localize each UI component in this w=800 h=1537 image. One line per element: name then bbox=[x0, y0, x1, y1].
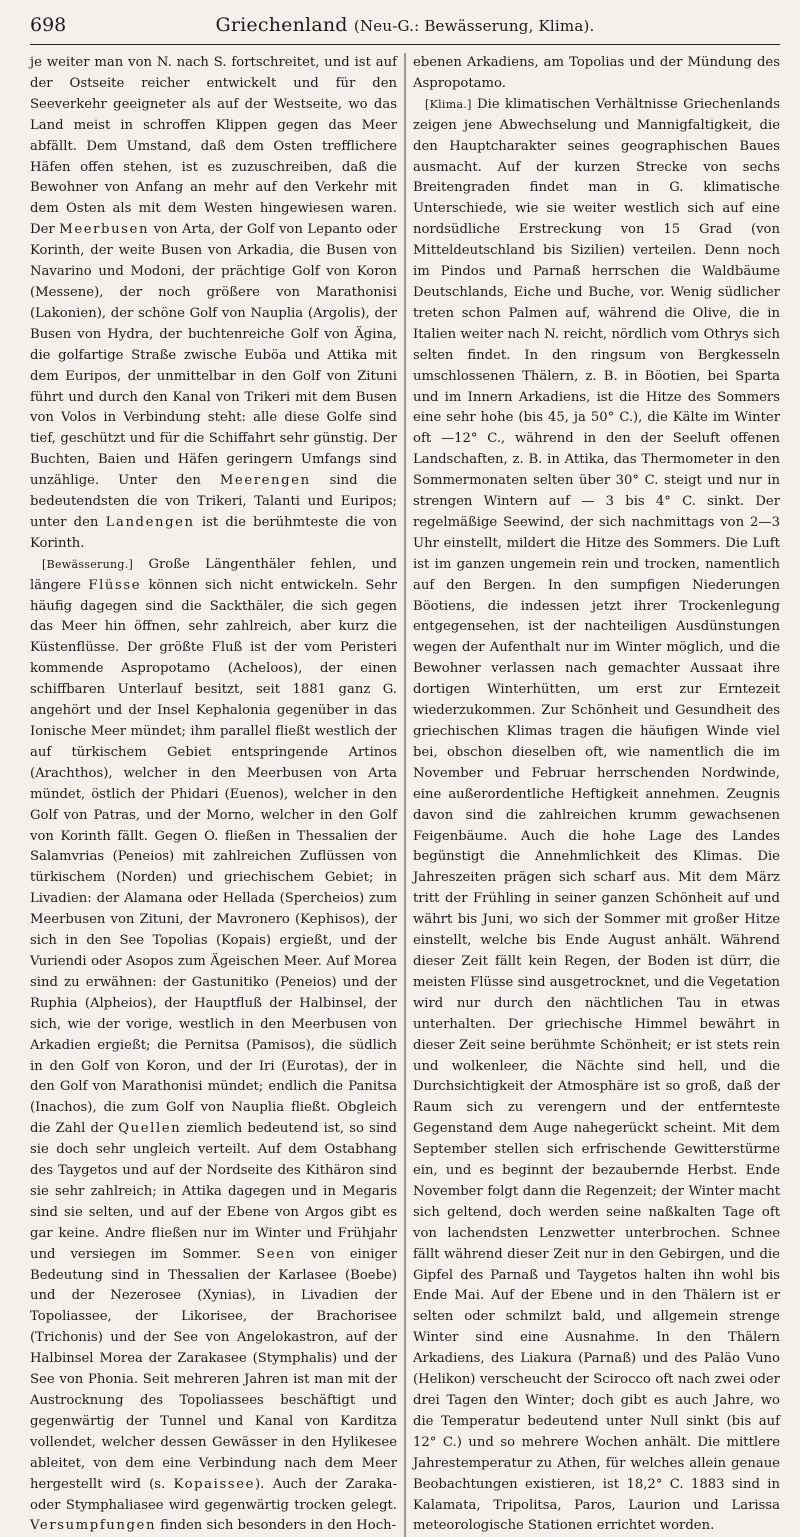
left-column bbox=[30, 53, 397, 1537]
paragraph-continuation: ebenen Arkadiens, am Topolias und der Mündung des Aspropotamo. bbox=[413, 55, 780, 91]
right-column bbox=[413, 53, 780, 1537]
paragraph-coast: je weiter man von N. nach S. fortschreitet, und ist auf der Ostseite reicher entwickelt und für den Seeverkehr geeigneter als auf der Westseite, wo das Land meist in schroffen Klippen gegen das Meer abfällt. Dem Umstand, daß dem Osten trefflichere Häfen offen stehen, ist es zuzuschreiben, daß die Bewohner von Anfang an mehr auf den Verkehr mit dem Osten als mit dem Westen hingewiesen waren. Der Meerbusen von Arta, der Golf von Lepanto oder Korinth, der weite Busen von Arkadia, die Busen von Navarino und Modoni, der prächtige Golf von Koron (Messene), der noch größere von Marathonisi (Lakonien), der schöne Golf von Nauplia (Argolis), der Busen von Hydra, der buchtenreiche Golf von Ägina, die golfartige Straße zwische Euböa und Attika mit dem Euripos, der unmittelbar in den Golf von Zituni führt und durch den Kanal von Trikeri mit dem Busen von Volos in Verbindung steht: alle diese Golfe sind tief, geschützt und für die Schiffahrt sehr günstig. Der Buchten, Baien und Häfen geringern Umfangs sind unzählige. Unter den Meerengen sind die bedeutendsten die von Trikeri, Talanti und Euripos; unter den Landengen ist die berühmteste die von Korinth. bbox=[30, 55, 397, 551]
term-landengen: Landengen bbox=[105, 514, 195, 530]
header-title-main: Griechenland bbox=[215, 14, 348, 36]
term-quellen: Quellen bbox=[118, 1121, 182, 1137]
header-subtitle: (Neu-G.: Bewässerung, Klima). bbox=[353, 17, 595, 35]
page-number: 698 bbox=[30, 14, 67, 36]
term-seen: Seen bbox=[256, 1246, 296, 1262]
header-title bbox=[100, 14, 780, 36]
term-fluesse: Flüsse bbox=[88, 577, 142, 593]
term-meerengen: Meerengen bbox=[219, 473, 311, 489]
term-versumpfungen: Versumpfungen bbox=[30, 1518, 157, 1534]
text-columns bbox=[30, 53, 780, 1537]
paragraph-klima: [Klima.] Die klimatischen Verhältnisse Griechenlands zeigen jene Abwechselung und Mannigfaltigkeit, die den Hauptcharakter seines geographischen Baues ausmacht. Auf der kurzen Strecke von sechs Breitengraden findet man in G. klimatische Unterschiede, wie sie weiter westlich sich auf eine nordsüdliche Erstreckung von 15 Grad (von Mitteldeutschland bis Sizilien) verteilen. Denn noch im Pindos und Parnaß herrschen die Waldbäume Deutschlands, Eiche und Buche, vor. Wenig südlicher treten schon Palmen auf, während die Olive, die in Italien weiter nach N. reicht, nördlich vom Othrys sich selten findet. In den ringsum von Bergkesseln umschlossenen Thälern, z. B. in Böotien, bei Sparta und im Innern Arkadiens, ist die Hitze des Sommers eine sehr hohe (bis 45, ja 50° C.), die Kälte im Winter oft —12° C., während in den der Seeluft offenen Landschaften, z. B. in Attika, das Thermometer in den Sommermonaten selten über 30° C. steigt und nur in strengen Wintern auf — 3 bis 4° C. sinkt. Der regelmäßige Seewind, der sich nachmittags von 2—3 Uhr einstellt, mildert die Hitze des Sommers. Die Luft ist im ganzen ungemein rein und trocken, namentlich auf den Bergen. In den sumpfigen Niederungen Böotiens, die indessen jetzt ihrer Trockenlegung entgegensehen, ist der nachteiligen Ausdünstungen wegen der Aufenthalt nur im Winter möglich, und die Bewohner verlassen nach gemachter Aussaat ihre dortigen Winterhütten, um erst zur Erntezeit wiederzukommen. Zur Schönheit und Gesundheit des griechischen Klimas tragen die häufigen Winde viel bei, obschon dieselben oft, wie namentlich die im November und Februar herrschenden Nordwinde, eine außerordentliche Heftigkeit annehmen. Zeugnis davon sind die zahlreichen krumm gewachsenen Feigenbäume. Auch die hohe Lage des Landes begünstigt die Annehmlichkeit des Klimas. Die Jahreszeiten prägen sich scharf aus. Mit dem März tritt der Frühling in seiner ganzen Schönheit auf und währt bis Juni, wo sich der Sommer mit großer Hitze einstellt, welche bis Ende August anhält. Während dieser Zeit fällt kein Regen, der Boden ist dürr, die meisten Flüsse sind ausgetrocknet, und die Vegetation wird nur durch den nächtlichen Tau in etwas unterhalten. Der griechische Himmel bewährt in dieser Zeit seine berühmte Schönheit; er ist stets rein und wolkenleer, die Nächte sind hell, und die Durchsichtigkeit der Atmosphäre ist so groß, daß der Raum sich zu verengern und der entfernteste Gegenstand dem Auge nahegerückt scheint. Mit dem September stellen sich erfrischende Gewitterstürme ein, und es beginnt der bezaubernde Herbst. Ende November folgt dann die Regenzeit; der Winter macht sich geltend, doch werden seine naßkalten Tage oft von lachendsten Lenzwetter unterbrochen. Schnee fällt während dieser Zeit nur in den Gebirgen, und die Gipfel des Parnaß und Taygetos halten ihn wohl bis Ende Mai. Auf der Ebene und in den Thälern ist er selten oder schmilzt bald, und allgemein strenge Winter sind eine Ausnahme. In den Thälern Arkadiens, des Liakura (Parnaß) und des Paläo Vuno (Helikon) verscheucht der Scirocco oft nach zwei oder drei Tagen den Winter; doch gibt es auch Jahre, wo die Temperatur bedeutend unter Null sinkt (bis auf 12° C.) und so mehrere Wochen anhält. Die mittlere Jahrestemperatur zu Athen, für welches allein genaue Beobachtungen existieren, ist 18,2° C. 1883 sind in Kalamata, Tripolitsa, Paros, Laurion und Larissa meteorologische Stationen errichtet worden. bbox=[413, 96, 780, 1534]
link-kopaissee: Kopaissee bbox=[173, 1476, 256, 1492]
section-label-klima: [Klima.] bbox=[425, 97, 472, 111]
running-head bbox=[30, 14, 780, 45]
paragraph-bewaesserung: [Bewässerung.] Große Längenthäler fehlen, und längere Flüsse können sich nicht entwickeln. Sehr häufig dagegen sind die Sackthäler, die sich gegen das Meer hin öffnen, sehr zahlreich, aber kurz die Küstenflüsse. Der größte Fluß ist der vom Peristeri kommende Aspropotamo (Acheloos), der einen schiffbaren Unterlauf besitzt, seit 1881 ganz G. angehört und der Insel Kephalonia gegenüber in das Ionische Meer mündet; ihm parallel fließt westlich der auf türkischem Gebiet entspringende Artinos (Arachthos), welcher in den Meerbusen von Arta mündet, östlich der Phidari (Euenos), welcher in den Golf von Patras, und der Morno, welcher in den Golf von Korinth fällt. Gegen O. fließen in Thessalien der Salamvrias (Peneios) mit zahlreichen Zuflüssen von türkischem (Norden) und griechischem Gebiet; in Livadien: der Alamana oder Hellada (Spercheios) zum Meerbusen von Zituni, der Mavronero (Kephisos), der sich in den See Topolias (Kopais) ergießt, und der Vuriendi oder Asopos zum Ägeischen Meer. Auf Morea sind zu erwähnen: der Gastunitiko (Peneios) und der Ruphia (Alpheios), der Hauptfluß der Halbinsel, der sich, wie der vorige, westlich in den Meerbusen von Arkadien ergießt; die Pernitsa (Pamisos), die südlich in den Golf von Koron, und der Iri (Eurotas), der in den Golf von Marathonisi mündet; endlich die Panitsa (Inachos), die zum Golf von Nauplia fließt. Obgleich die Zahl der Quellen ziemlich bedeutend ist, so sind sie doch sehr ungleich verteilt. Auf dem Ostabhang des Taygetos und auf der Nordseite des Kithäron sind sie sehr zahlreich; in Attika dagegen und in Megaris sind sie selten, und auf der Ebene von Argos gibt es gar keine. Andre fließen nur im Winter und Frühjahr und versiegen im Sommer. Seen von einiger Bedeutung sind in Thessalien der Karlasee (Boebe) und der Nezerosee (Xynias), in Livadien der Topoliassee, der Likorisee, der Brachorisee (Trichonis) und der See von Angelokastron, auf der Halbinsel Morea der Zarakasee (Stymphalis) und der See von Phonia. Seit mehreren Jahren ist man mit der Austrocknung des Topoliassees beschäftigt und gegenwärtig der Tunnel und Kanal von Karditza vollendet, welcher dessen Gewässer in den Hylikesee ableitet, von dem eine Verbindung nach dem Meer hergestellt wird (s. Kopaissee). Auch der Zaraka- oder Stymphaliasee wird gegenwärtig trocken gelegt. Versumpfungen finden sich besonders in den Hoch- bbox=[30, 556, 397, 1534]
term-meerbusen: Meerbusen bbox=[59, 222, 150, 238]
section-label-bewaesserung: [Bewässerung.] bbox=[42, 557, 134, 571]
